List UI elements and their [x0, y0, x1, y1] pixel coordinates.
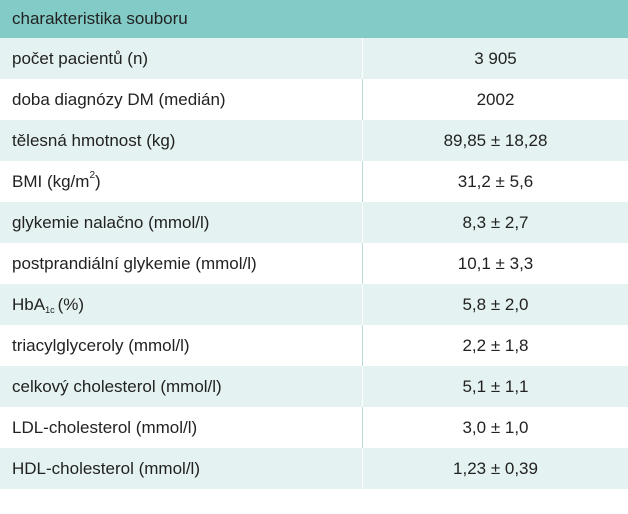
table-row [0, 448, 628, 489]
row-value: 10,1 ± 3,3 [362, 243, 628, 284]
table-row [0, 38, 628, 79]
label-text-end: ) [95, 171, 101, 191]
row-value: 2,2 ± 1,8 [362, 325, 628, 366]
row-value: 5,1 ± 1,1 [362, 366, 628, 407]
row-value: 5,8 ± 2,0 [362, 284, 628, 325]
row-value: 3 905 [362, 38, 628, 79]
table-row [0, 284, 628, 325]
table-row [0, 161, 628, 202]
table-row [0, 366, 628, 407]
row-label [0, 161, 362, 202]
row-label: glykemie nalačno (mmol/l) [12, 212, 210, 232]
row-value: 31,2 ± 5,6 [362, 161, 628, 202]
row-value: 89,85 ± 18,28 [362, 120, 628, 161]
table-row [0, 79, 628, 120]
row-label: HDL-cholesterol (mmol/l) [12, 458, 200, 478]
row-label: tělesná hmotnost (kg) [12, 130, 176, 150]
row-label: LDL-cholesterol (mmol/l) [12, 417, 198, 437]
table-row [0, 120, 628, 161]
label-text: BMI (kg/m [12, 171, 90, 191]
row-label: postprandiální glykemie (mmol/l) [12, 253, 257, 273]
label-subscript: 1c [45, 304, 55, 315]
row-value: 2002 [362, 79, 628, 120]
row-value: 3,0 ± 1,0 [362, 407, 628, 448]
label-superscript: 2 [89, 170, 96, 181]
row-value: 1,23 ± 0,39 [362, 448, 628, 489]
table-row [0, 407, 628, 448]
label-text-end: (%) [57, 294, 85, 314]
row-label [0, 284, 362, 325]
table-row [0, 243, 628, 284]
row-label: počet pacientů (n) [12, 48, 149, 68]
table-header: charakteristika souboru [0, 0, 628, 38]
table-row [0, 202, 628, 243]
row-label: triacylglyceroly (mmol/l) [12, 335, 190, 355]
row-label: doba diagnózy DM (medián) [12, 89, 226, 109]
row-label: celkový cholesterol (mmol/l) [12, 376, 222, 396]
table-row [0, 325, 628, 366]
label-text: HbA [12, 294, 46, 314]
row-value: 8,3 ± 2,7 [362, 202, 628, 243]
